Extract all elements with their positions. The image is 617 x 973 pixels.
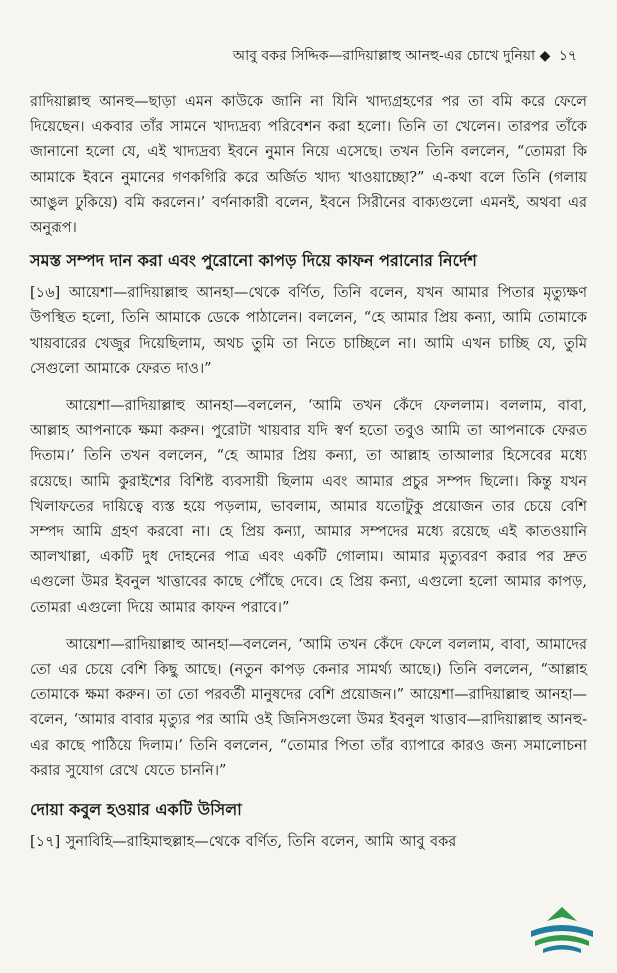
paragraph-aisha-reply: আয়েশা—রাদিয়াল্লাহু আনহা—বললেন, ‘আমি তখন কেঁদে ফেললাম। বললাম, বাবা, আল্লাহ আপনাকে ক্ষমা করুন। পুরোটা খায়বার যদি স্বর্ণ হতো তবুও আমি তা আপনাকে ফেরত দিতাম।’ তিনি তখন বললেন, “হে আমার প্রিয় কন্যা, তা আল্লাহ তাআলার হিসেবের মধ্যে রয়েছে। আমি কুরাইশের বিশিষ্ট ব্যবসায়ী ছিলাম এবং আমার প্রচুর সম্পদ ছিলো। কিন্তু যখন খিলাফতের দায়িত্বে ব্যস্ত হয়ে পড়লাম, ভাবলাম, আমার যতোটুকু প্রয়োজন তার চেয়ে বেশি সম্পদ আমি গ্রহণ করবো না। হে প্রিয় কন্যা, আমার সম্পদের মধ্যে রয়েছে এই কাতওয়ানি আলখাল্লা, একটি দুধ দোহনের পাত্র এবং একটি গোলাম। আমার মৃত্যুবরণ করার পর দ্রুত এগুলো উমর ইবনুল খাত্তাবের কাছে পৌঁছে দেবে। হে প্রিয় কন্যা, এগুলো হলো আমার কাপড়, তোমরা এগুলো দিয়ে আমার কাফন পরাবে।” <box>30 398 587 616</box>
paragraph-hadith-16: [১৬] আয়েশা—রাদিয়াল্লাহু আনহা—থেকে বর্ণিত, তিনি বলেন, যখন আমার পিতার মৃত্যুক্ষণ উপস্থিত হলো, তিনি আমাকে ডেকে পাঠালেন। বললেন, “হে আমার প্রিয় কন্যা, আমি তোমাকে খায়বারের খেজুর দিয়েছিলাম, অথচ তুমি তা নিতে চাচ্ছিলে না। আমি এখন চাচ্ছি যে, তুমি সেগুলো আমাকে ফেরত দাও।” <box>30 285 587 377</box>
page-body <box>30 90 587 855</box>
section-heading-dua: দোয়া কবুল হওয়ার একটি উসিলা <box>30 800 242 820</box>
section-heading-shroud: সমস্ত সম্পদ দান করা এবং পুরোনো কাপড় দিয়ে কাফন পরানোর নির্দেশ <box>30 251 477 271</box>
running-head-bullet: ◆ <box>539 48 551 64</box>
paragraph-hadith-17: [১৭] সুনাবিহি—রাহিমাহুল্লাহ—থেকে বর্ণিত, তিনি বলেন, আমি আবু বকর <box>30 834 457 851</box>
running-head-title: আবু বকর সিদ্দিক—রাদিয়াল্লাহু আনহু-এর চোখে দুনিয়া <box>232 48 536 64</box>
paragraph-aisha-second: আয়েশা—রাদিয়াল্লাহু আনহা—বললেন, ‘আমি তখন কেঁদে ফেলে বললাম, বাবা, আমাদের তো এর চেয়ে বেশি কিছু আছে। (নতুন কাপড় কেনার সামর্থ্য আছে।) তিনি বললেন, “আল্লাহ তোমাকে ক্ষমা করুন। তা তো পরবর্তী মানুষদের বেশি প্রয়োজন।” আয়েশা—রাদিয়াল্লাহু আনহা—বলেন, ‘আমার বাবার মৃত্যুর পর আমি ওই জিনিসগুলো উমর ইবনুল খাত্তাব—রাদিয়াল্লাহু আনহু-এর কাছে পাঠিয়ে দিলাম।’ তিনি বললেন, “তোমার পিতা তাঁর ব্যাপারে কারও জন্য সমালোচনা করার সুযোগ রেখে যেতে চাননি।” <box>30 636 587 779</box>
running-head <box>40 46 577 66</box>
paragraph-continued: রাদিয়াল্লাহু আনহু—ছাড়া এমন কাউকে জানি না যিনি খাদ্যগ্রহণের পর তা বমি করে ফেলে দিয়েছেন। একবার তাঁর সামনে খাদ্যদ্রব্য পরিবেশন করা হলো। তিনি তা খেলেন। তারপর তাঁকে জানানো হলো যে, এই খাদ্যদ্রব্য ইবনে নুমান নিয়ে এসেছে। তখন তিনি বললেন, “তোমরা কি আমাকে ইবনে নুমানের গণকগিরি করে অর্জিত খাদ্য খাওয়াচ্ছো?” এ-কথা বলে তিনি (গলায় আঙুল ঢুকিয়ে) বমি করলেন।’ বর্ণনাকারী বলেন, ইবনে সিরীনের বাক্যগুলো এমনই, অথবা এর অনুরূপ। <box>30 94 587 237</box>
book-publisher-logo-icon <box>525 901 599 959</box>
page-number: ১৭ <box>558 48 577 64</box>
